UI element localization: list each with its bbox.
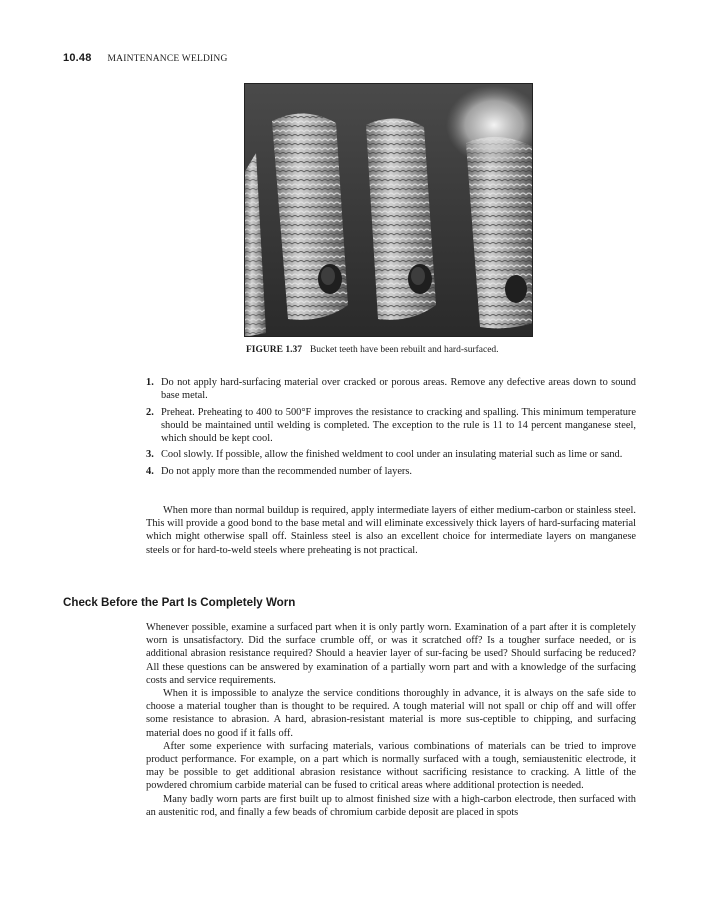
procedure-steps-list	[146, 376, 636, 481]
list-item	[146, 465, 636, 478]
step-number: 3.	[146, 449, 154, 461]
body-paragraph: When it is impossible to analyze the service conditions thoroughly in advance, it is always on the safe side to choose a material tougher than is thought to be required. A tough material will not spall or chip off and will offer some resistance to abrasion. A hard, abrasion-resistant material is more sus-ceptible to chipping, and surfacing material does no good if it falls off.	[146, 688, 636, 739]
section-heading: Check Before the Part Is Completely Worn	[63, 596, 296, 609]
page-number: 10.48	[63, 52, 92, 64]
body-paragraph: After some experience with surfacing materials, various combinations of materials can be tried to improve product performance. For example, on a part which is normally surfaced with a tough, semiaustenitic electrode, it may be possible to get additional abrasion resistance without sacrificing resistance to cracking. A little of the powdered chromium carbide material can be fused to critical areas where additional protection is needed.	[146, 740, 636, 792]
list-item	[146, 406, 636, 446]
figure-photo-bucket-teeth	[244, 83, 533, 337]
intermediate-layers-paragraph-block	[146, 504, 636, 557]
running-title: MAINTENANCE WELDING	[107, 54, 228, 64]
step-text: Cool slowly. If possible, allow the finished weldment to cool under an insulating material such as lime or sand.	[161, 449, 623, 461]
step-number: 4.	[146, 465, 154, 477]
body-paragraph: When more than normal buildup is required, apply intermediate layers of either medium-carbon or stainless steel. This will provide a good bond to the base metal and will eliminate excessively thick layers of hard-surfacing material which might otherwise spall off. Stainless steel is also an excellent choice for intermediate layers on manganese steels or for hard-to-weld steels where preheating is not practical.	[146, 505, 636, 556]
running-header	[63, 52, 228, 64]
step-text: Preheat. Preheating to 400 to 500°F improves the resistance to cracking and spalling. This minimum temperature should be maintained until welding is completed. The exception to the rule is 11 to 14 percent manganese steel, which should be kept cool.	[161, 406, 636, 444]
step-text: Do not apply more than the recommended number of layers.	[161, 465, 413, 477]
body-paragraph: Whenever possible, examine a surfaced part when it is only partly worn. Examination of a part after it is completely worn is unsatisfactory. Did the surface crumble off, or was it scratched off? Is a tougher surface needed, or is additional abrasion resistance required? Should a heavier layer of sur-facing be used? Should surfacing be reduced? All these questions can be answered by examination of a partially worn part and with a knowledge of the surfacing costs and service requirements.	[146, 622, 636, 686]
figure-label: FIGURE 1.37	[246, 345, 302, 355]
body-paragraph: Many badly worn parts are first built up to almost finished size with a high-carbon electrode, then surfaced with an austenitic rod, and finally a few beads of chromium carbide deposit are placed in spots	[146, 793, 636, 818]
list-item	[146, 448, 636, 461]
step-number: 2.	[146, 406, 154, 418]
bucket-teeth-photo	[244, 83, 533, 337]
figure-caption	[246, 345, 576, 355]
list-item	[146, 376, 636, 402]
step-number: 1.	[146, 377, 154, 388]
step-text: Do not apply hard-surfacing material over cracked or porous areas. Remove any defective areas down to sound base metal.	[161, 377, 636, 402]
figure-caption-text: Bucket teeth have been rebuilt and hard-surfaced.	[309, 345, 499, 355]
section-body	[146, 621, 636, 819]
